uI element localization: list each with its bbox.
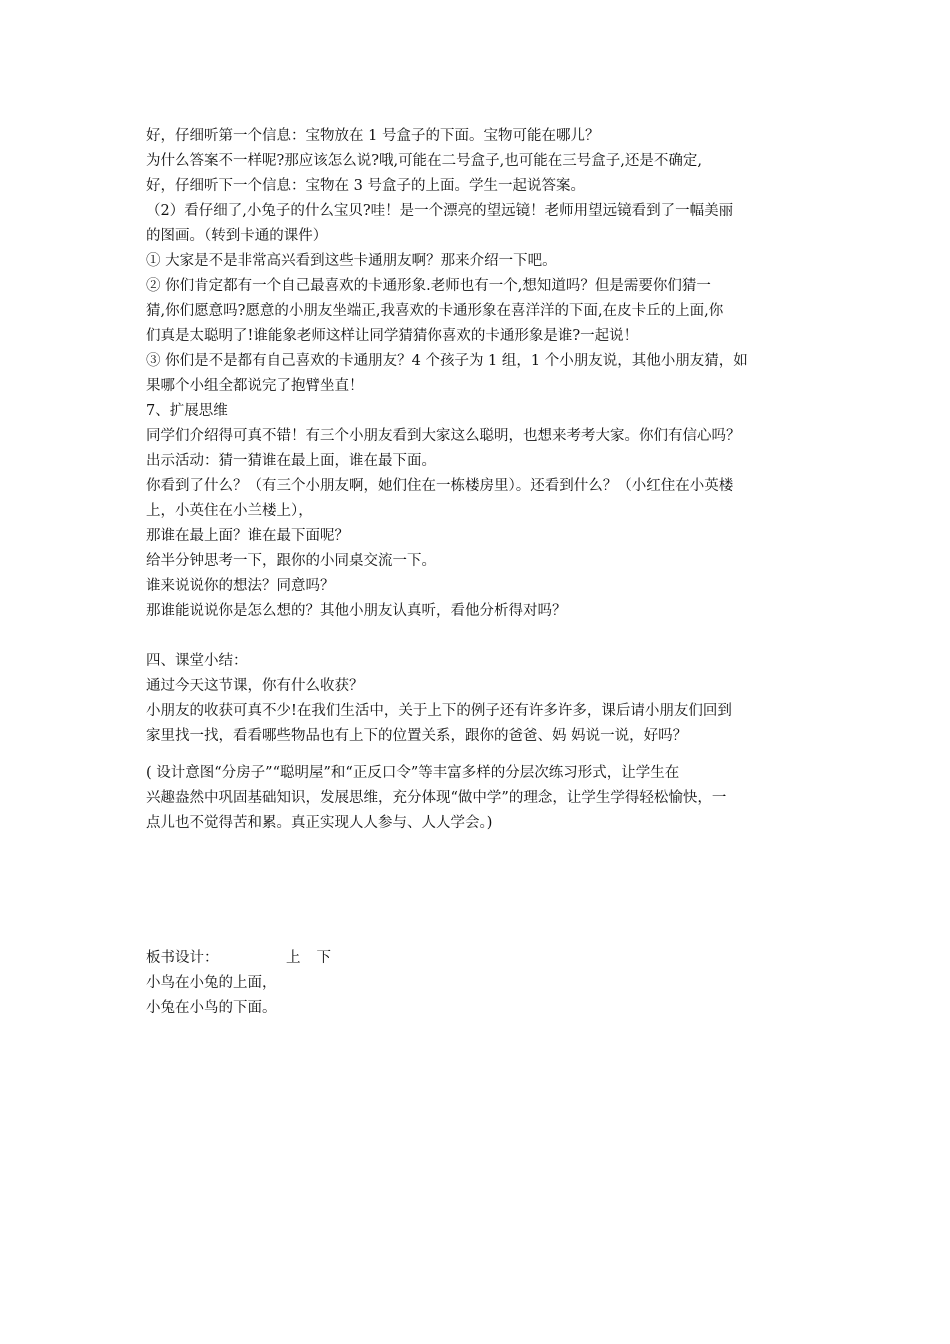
text-line: ③ 你们是不是都有自己喜欢的卡通朋友？4 个孩子为 1 组，1 个小朋友说，其他小朋友猜，如 (146, 353, 748, 369)
board-word-down: 下 (316, 950, 331, 966)
section-heading: 四、课堂小结： (146, 653, 248, 669)
section-7 (146, 399, 816, 624)
spacer (146, 836, 816, 946)
text-line: 果哪个小组全都说完了抱臂坐直！ (146, 378, 364, 394)
spacer (146, 749, 816, 761)
text-line: 上，小英住在小兰楼上）， (146, 503, 313, 519)
text-line: 同学们介绍得可真不错！有三个小朋友看到大家这么聪明，也想来考考大家。你们有信心吗？ (146, 428, 741, 444)
design-intent-section (146, 761, 816, 836)
text-line: 你看到了什么？（有三个小朋友啊，她们住在一栋楼房里）。还看到什么？（小红住在小英楼 (146, 478, 734, 494)
text-line: 谁来说说你的想法？同意吗？ (146, 578, 335, 594)
text-line: 那谁能说说你是怎么想的？其他小朋友认真听，看他分析得对吗？ (146, 603, 567, 619)
text-line: 那谁在最上面？谁在最下面呢？ (146, 528, 349, 544)
text-line: 通过今天这节课，你有什么收获？ (146, 678, 364, 694)
board-line: 小鸟在小兔的上面， (146, 975, 277, 991)
text-line: 给半分钟思考一下，跟你的小同桌交流一下。 (146, 553, 436, 569)
text-line: 们真是太聪明了!谁能象老师这样让同学猜猜你喜欢的卡通形象是谁?一起说！ (146, 328, 639, 344)
text-line: 的图画。（转到卡通的课件） (146, 228, 328, 244)
text-line: ② 你们肯定都有一个自己最喜欢的卡通形象.老师也有一个,想知道吗？但是需要你们猜一 (146, 278, 711, 294)
text-line: 好，仔细听第一个信息：宝物放在 1 号盒子的下面。宝物可能在哪儿？ (146, 128, 600, 144)
board-title-row (146, 946, 816, 971)
section-heading: 7、扩展思维 (146, 403, 228, 419)
board-word-up: 上 (286, 950, 301, 966)
text-line: 猜,你们愿意吗?愿意的小朋友坐端正,我喜欢的卡通形象在喜洋洋的下面,在皮卡丘的上面,你 (146, 303, 724, 319)
document-page (146, 124, 816, 1021)
text-line: 为什么答案不一样呢?那应该怎么说?哦,可能在二号盒子,也可能在三号盒子,还是不确定, (146, 153, 702, 169)
board-label: 板书设计： (146, 950, 219, 966)
text-line: 出示活动：猜一猜谁在最上面，谁在最下面。 (146, 453, 436, 469)
board-design-section (146, 946, 816, 1021)
spacer (146, 624, 816, 649)
text-line: 小朋友的收获可真不少!在我们生活中，关于上下的例子还有许多许多，课后请小朋友们回到 (146, 703, 732, 719)
text-line: （2）看仔细了,小兔子的什么宝贝?哇！是一个漂亮的望远镜！老师用望远镜看到了一幅美丽 (146, 203, 734, 219)
text-line: 家里找一找，看看哪些物品也有上下的位置关系，跟你的爸爸、妈 妈说一说，好吗？ (146, 728, 688, 744)
board-words (286, 946, 347, 971)
section-3-text (146, 124, 816, 399)
board-line: 小兔在小鸟的下面。 (146, 1000, 277, 1016)
summary-section (146, 649, 816, 749)
text-line: ① 大家是不是非常高兴看到这些卡通朋友啊？那来介绍一下吧。 (146, 253, 557, 269)
text-line: ( 设计意图“分房子”“聪明屋”和“正反口令”等丰富多样的分层次练习形式，让学生在 (146, 765, 680, 781)
text-line: 点儿也不觉得苦和累。真正实现人人参与、人人学会。) (146, 815, 493, 831)
text-line: 好，仔细听下一个信息：宝物在 3 号盒子的上面。学生一起说答案。 (146, 178, 585, 194)
text-line: 兴趣盎然中巩固基础知识，发展思维，充分体现“做中学”的理念，让学生学得轻松愉快，一 (146, 790, 727, 806)
